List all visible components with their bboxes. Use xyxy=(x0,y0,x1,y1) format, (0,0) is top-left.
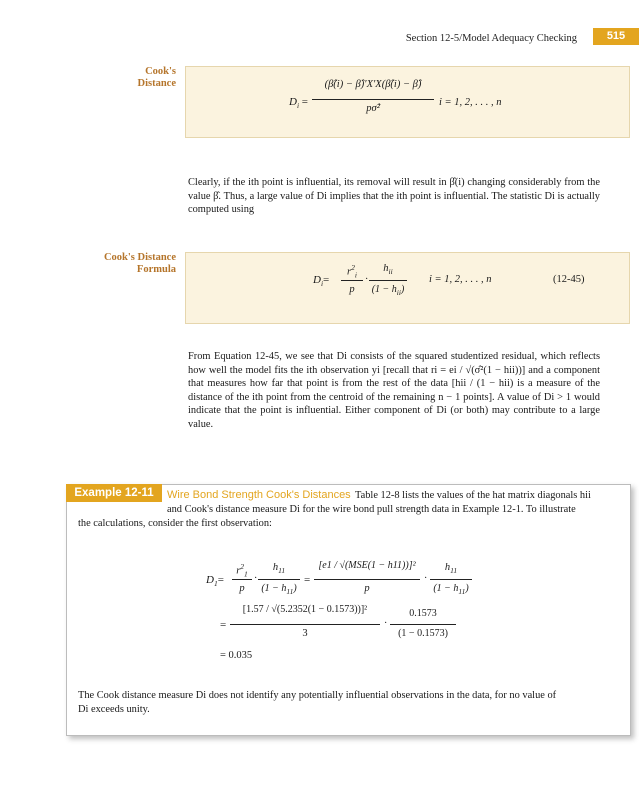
calc-h11-numerator: $h_{11}$ xyxy=(272,562,286,576)
calc-p-denominator: p xyxy=(364,583,370,594)
fraction-r-numerator: $r^2_i$ xyxy=(347,263,357,280)
margin-label-line: Cook's xyxy=(145,66,176,77)
formula-range: i = 1, 2, . . . , n xyxy=(439,97,502,108)
calc-p-denominator: p xyxy=(239,583,245,594)
paragraph-formula-explanation: From Equation 12-45, we see that Di consists of the squared studentized residual, which reflects how well the model fits the ith observation yi [recall that ri = ei / √(σ̂²(1 − hii))] and a component that measures how far that point is from the rest of the data [hii / (1 − hii) is a measure of the distance of the ith point from the centroid of the remaining n − 1 points]. A value of Di > 1 would indicate that the point is influential. Either component of Di (or both) may contribute to a large value. xyxy=(188,351,600,430)
example-title: Wire Bond Strength Cook's Distances xyxy=(167,489,351,501)
example-intro-line2: and Cook's distance measure Di for the wire bond pull strength data in Example 12-1. To illustrate xyxy=(167,504,576,515)
formula-lhs: $D_i=$ xyxy=(313,274,330,289)
formula-range: i = 1, 2, . . . , n xyxy=(429,274,492,285)
example-conclusion-line2: Di exceeds unity. xyxy=(78,704,150,715)
margin-label-cooks-distance xyxy=(66,66,176,90)
cooks-formula-box xyxy=(185,252,630,324)
fraction-bar xyxy=(430,579,472,580)
margin-label-line: Formula xyxy=(136,264,176,275)
fraction-bar xyxy=(341,280,363,281)
multiply-dot: · xyxy=(424,573,428,584)
multiply-dot: · xyxy=(365,274,369,285)
running-header: Section 12-5/Model Adequacy Checking xyxy=(405,33,577,44)
calc-h11-numerator: $h_{11}$ xyxy=(444,562,458,576)
margin-label-line: Cook's Distance xyxy=(103,252,176,263)
fraction-h-numerator: $h_{ii}$ xyxy=(383,263,393,277)
multiply-dot: · xyxy=(254,573,258,584)
formula-denominator: pσ̂² xyxy=(366,103,380,114)
calc-big-numerator: [e1 / √(MSE(1 − h11))]² xyxy=(318,560,416,571)
fraction-bar xyxy=(230,624,380,625)
fraction-bar xyxy=(258,579,300,580)
calc-lhs: $D_1=$ xyxy=(206,574,224,589)
example-conclusion-line1: The Cook distance measure Di does not identify any potentially influential observations in the data, for no value of xyxy=(78,690,557,701)
paragraph-cooks-explanation: Clearly, if the ith point is influential, its removal will result in β̂(i) changing considerably from the value β̂. Thus, a large value of Di implies that the ith point is influential. The statistic Di is actually computed using xyxy=(188,177,600,216)
fraction-bar xyxy=(232,579,252,580)
example-intro-line3: the calculations, consider the first observation: xyxy=(78,518,272,529)
calc-line2-numerator: [1.57 / √(5.2352(1 − 0.1573))]² xyxy=(242,604,368,615)
multiply-dot: · xyxy=(384,618,388,629)
example-intro-line1: Table 12-8 lists the values of the hat matrix diagonals hii xyxy=(355,490,591,501)
cooks-distance-formula-box xyxy=(185,66,630,138)
equation-number: (12-45) xyxy=(553,274,585,285)
fraction-bar xyxy=(390,624,456,625)
fraction-h-denominator: $(1 - h_{ii})$ xyxy=(371,284,405,297)
margin-label-cooks-formula xyxy=(66,252,176,276)
example-tag: Example 12-11 xyxy=(66,484,162,502)
calc-line2-h-denominator: (1 − 0.1573) xyxy=(398,628,448,639)
fraction-bar xyxy=(369,280,407,281)
calc-line2-denominator: 3 xyxy=(302,628,308,639)
formula-lhs: $D_i$ = xyxy=(289,96,309,111)
calc-result: = 0.035 xyxy=(220,650,253,661)
calc-h11-denominator: $(1 - h_{11})$ xyxy=(433,583,469,596)
page-number: 515 xyxy=(593,28,639,45)
fraction-bar xyxy=(312,99,434,100)
fraction-bar xyxy=(314,579,420,580)
equals-sign: = xyxy=(304,574,311,586)
calc-r1-numerator: $r^2_1$ xyxy=(236,562,248,579)
calc-h11-denominator: $(1 - h_{11})$ xyxy=(261,583,297,596)
margin-label-line: Distance xyxy=(137,78,176,89)
equals-sign: = xyxy=(220,619,227,631)
calc-line2-h-numerator: 0.1573 xyxy=(409,608,437,619)
formula-numerator: (β̂(i) − β̂)′X′X(β̂(i) − β̂) xyxy=(324,79,422,90)
fraction-p-denominator: p xyxy=(349,284,355,295)
